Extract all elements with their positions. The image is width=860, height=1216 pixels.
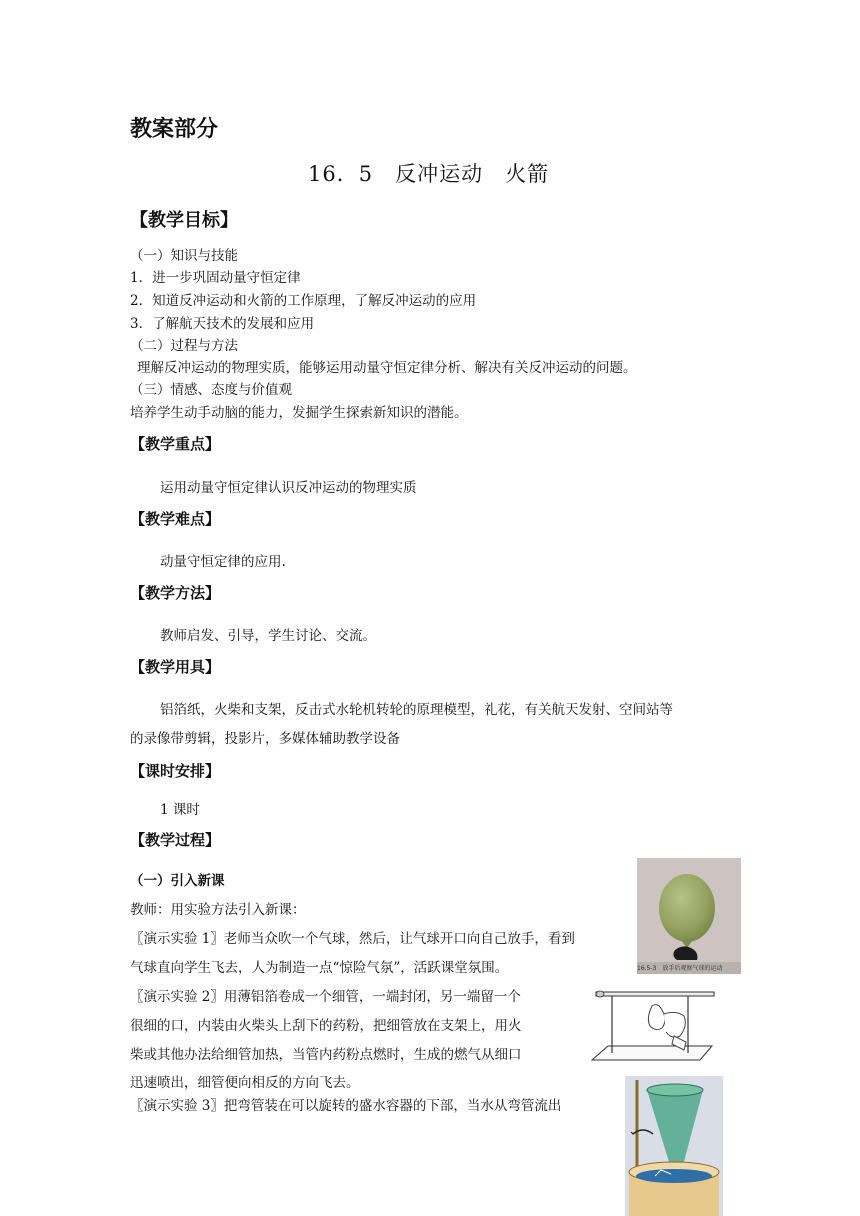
- process-intro-text: 教师：用实验方法引入新课：: [130, 902, 306, 918]
- objective-item-2: 2．知道反冲运动和火箭的工作原理，了解反冲运动的应用: [130, 293, 477, 309]
- schedule-text: 1 课时: [160, 802, 200, 818]
- objective-item-1: 1．进一步巩固动量守恒定律: [130, 270, 301, 286]
- demo3-line-1: 〖演示实验 3〗把弯管装在可以旋转的盛水容器的下部，当水从弯管流出: [130, 1098, 562, 1114]
- difficulties-heading: 【教学难点】: [130, 510, 221, 528]
- tools-text-line-1: 铝箔纸，火柴和支架，反击式水轮机转轮的原理模型，礼花，有关航天发射、空间站等: [160, 702, 673, 718]
- process-method-text: 理解反冲运动的物理实质，能够运用动量守恒定律分析、解决有关反冲运动的问题。: [137, 360, 637, 376]
- water-container-figure: [625, 1076, 723, 1216]
- demo1-line-1: 〖演示实验 1〗老师当众吹一个气球，然后，让气球开口向自己放手，看到: [130, 931, 575, 947]
- objectives-sub-process: （二）过程与方法: [130, 338, 238, 354]
- demo2-line-4: 迅速喷出，细管便向相反的方向飞去。: [130, 1075, 360, 1091]
- objectives-sub-knowledge: （一）知识与技能: [130, 248, 238, 264]
- balloon-illustration: [637, 858, 741, 974]
- tools-text-line-2: 的录像带剪辑，投影片，多媒体辅助教学设备: [130, 731, 400, 747]
- methods-text: 教师启发、引导，学生讨论、交流。: [160, 628, 376, 644]
- objective-item-3: 3．了解航天技术的发展和应用: [130, 316, 315, 332]
- objectives-heading: 【教学目标】: [130, 210, 238, 231]
- tube-stand-illustration: [588, 980, 718, 1076]
- schedule-heading: 【课时安排】: [130, 762, 221, 780]
- tools-heading: 【教学用具】: [130, 658, 221, 676]
- balloon-figure: [637, 858, 741, 974]
- demo1-line-2: 气球直向学生飞去，人为制造一点“惊险气氛”，活跃课堂氛围。: [130, 960, 509, 976]
- methods-heading: 【教学方法】: [130, 584, 221, 602]
- key-points-heading: 【教学重点】: [130, 435, 221, 453]
- process-heading: 【教学过程】: [130, 831, 221, 849]
- lesson-title: 16．5 反冲运动 火箭: [308, 162, 550, 186]
- water-container-illustration: [625, 1076, 723, 1216]
- balloon-figure-caption: 16.5-3 放手后观察气球的运动: [637, 965, 723, 972]
- objectives-sub-values: （三）情感、态度与价值观: [130, 382, 292, 398]
- key-points-text: 运用动量守恒定律认识反冲运动的物理实质: [160, 480, 417, 496]
- values-text: 培养学生动手动脑的能力，发掘学生探索新知识的潜能。: [130, 405, 468, 421]
- demo2-line-1: 〖演示实验 2〗用薄铝箔卷成一个细管，一端封闭，另一端留一个: [130, 989, 521, 1005]
- document-header: 教案部分: [130, 117, 219, 142]
- demo2-line-3: 柴或其他办法给细管加热，当管内药粉点燃时，生成的燃气从细口: [130, 1047, 522, 1063]
- tube-stand-figure: [588, 980, 718, 1076]
- process-sub-intro: （一）引入新课: [130, 873, 225, 889]
- difficulties-text: 动量守恒定律的应用.: [160, 554, 286, 570]
- demo2-line-2: 很细的口，内装由火柴头上刮下的药粉，把细管放在支架上，用火: [130, 1018, 522, 1034]
